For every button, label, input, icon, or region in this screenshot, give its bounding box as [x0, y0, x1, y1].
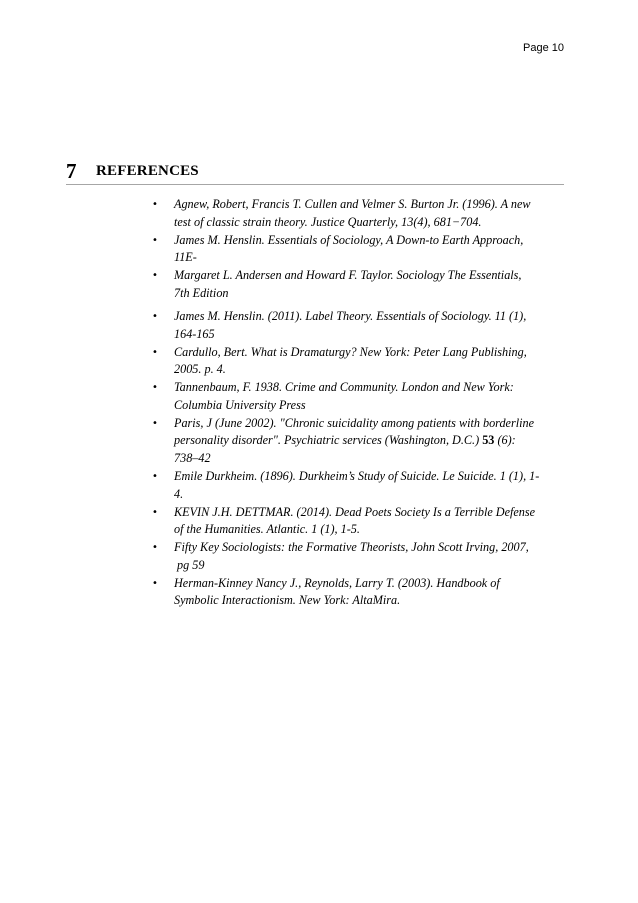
reference-line: (6): [494, 433, 516, 448]
reference-line: Emile Durkheim. (1896). Durkheim’s Study of Suicide. Le Suicide. 1 (1), 1- [174, 469, 540, 484]
reference-item [150, 415, 566, 468]
bullet-icon: • [152, 506, 158, 518]
reference-item [150, 379, 566, 414]
reference-item [150, 504, 566, 539]
reference-line: Columbia University Press [174, 397, 306, 412]
reference-line: James M. Henslin. (2011). Label Theory. Essentials of Sociology. 11 (1), [174, 309, 527, 324]
page-number: Page 10 [523, 42, 564, 54]
reference-line: Herman-Kinney Nancy J., Reynolds, Larry T. (2003). Handbook of [174, 575, 500, 590]
bullet-icon: • [152, 542, 158, 554]
bullet-icon: • [152, 346, 158, 358]
reference-item [150, 196, 566, 231]
reference-list [150, 196, 566, 610]
reference-line: Margaret L. Andersen and Howard F. Taylor. Sociology The Essentials, [174, 268, 522, 283]
bullet-icon: • [152, 311, 158, 323]
reference-line: Symbolic Interactionism. New York: AltaMira. [174, 593, 401, 608]
reference-line: Cardullo, Bert. What is Dramaturgy? New York: Peter Lang Publishing, [174, 344, 527, 359]
reference-line: Tannenbaum, F. 1938. Crime and Community. London and New York: [174, 380, 514, 395]
reference-line: 2005. p. 4. [174, 362, 226, 377]
reference-line: test of classic strain theory. Justice Quarterly, 13(4), 681−704. [174, 214, 482, 229]
reference-line: James M. Henslin. Essentials of Sociology, A Down-to Earth Approach, [174, 232, 524, 247]
reference-line: of the Humanities. Atlantic. 1 (1), 1-5. [174, 522, 360, 537]
reference-line: 7th Edition [174, 285, 229, 300]
reference-line: 11E- [174, 250, 197, 265]
bullet-icon: • [152, 471, 158, 483]
reference-line: pg 59 [174, 557, 205, 572]
reference-line: Fifty Key Sociologists: the Formative Theorists, John Scott Irving, 2007, [174, 540, 529, 555]
bullet-icon: • [152, 199, 158, 210]
reference-line: 164-165 [174, 326, 215, 341]
bullet-icon: • [152, 270, 158, 282]
bullet-icon: • [152, 577, 158, 589]
volume-number: 53 [482, 433, 495, 448]
reference-item [150, 267, 566, 302]
bullet-icon: • [152, 234, 158, 246]
reference-item [150, 344, 566, 379]
section-number: 7 [66, 159, 77, 183]
reference-line: KEVIN J.H. DETTMAR. (2014). Dead Poets Society Is a Terrible Defense [174, 504, 536, 519]
bullet-icon: • [152, 417, 158, 429]
reference-line: Agnew, Robert, Francis T. Cullen and Velmer S. Burton Jr. (1996). A new [174, 197, 531, 211]
section-title: REFERENCES [96, 163, 199, 179]
reference-item [150, 468, 566, 503]
reference-item [150, 575, 566, 610]
reference-item [150, 539, 566, 574]
reference-item [150, 232, 566, 267]
reference-line: Paris, J (June 2002). "Chronic suicidality among patients with borderline [174, 415, 534, 430]
section-heading [66, 160, 564, 185]
reference-item [150, 308, 566, 343]
reference-line: personality disorder". Psychiatric services (Washington, D.C.) [174, 433, 483, 448]
reference-line: 738–42 [174, 450, 211, 465]
reference-line: 4. [174, 486, 184, 501]
bullet-icon: • [152, 382, 158, 394]
